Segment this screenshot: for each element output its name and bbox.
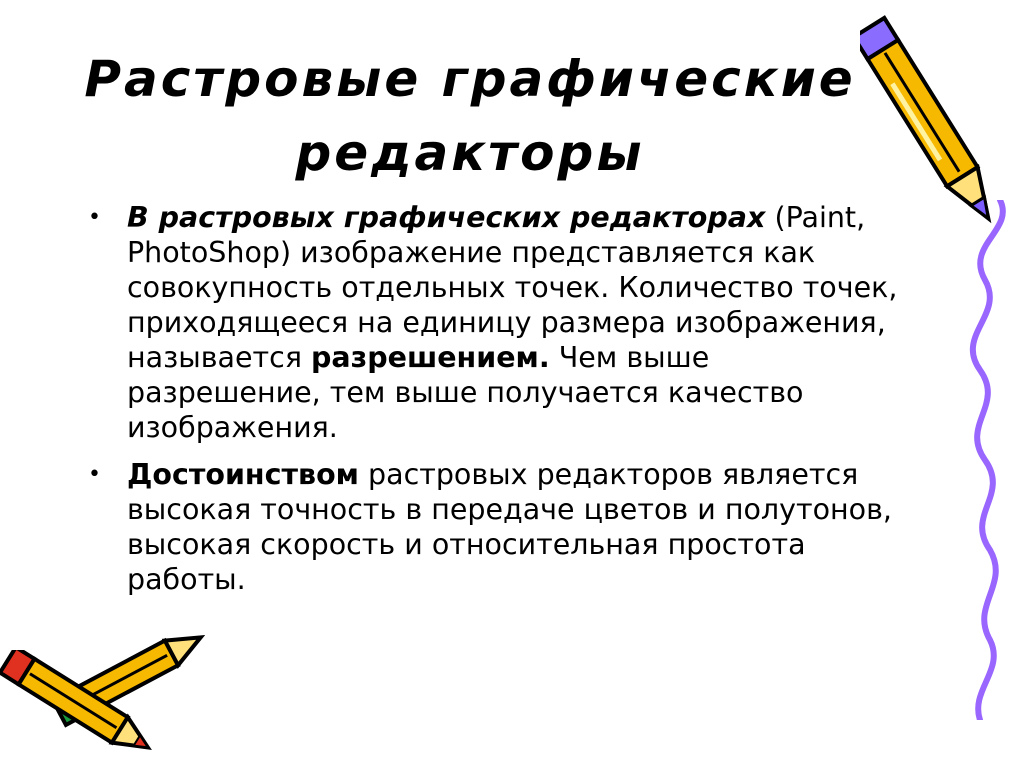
pencil-icon xyxy=(860,5,1000,245)
bullet-1-text: (Paint, PhotoShop) изображение представляется как совокупность отдельных точек. Количество точек, приходящееся на единицу размера изображения, называется xyxy=(127,201,898,374)
bullet-1-term: разрешением. xyxy=(311,341,550,374)
bullet-1-lead: В растровых графических редакторах xyxy=(127,201,766,234)
bullet-item-1 xyxy=(88,200,898,445)
pencil-icon xyxy=(0,650,160,760)
bullet-2-lead: Достоинством xyxy=(127,458,359,491)
bullet-item-2 xyxy=(88,457,898,597)
title-line-1: Растровые графические xyxy=(84,50,856,108)
bullet-dot: • xyxy=(88,462,101,487)
bullet-dot: • xyxy=(88,205,101,230)
bullet-1-text-end: Чем выше разрешение, тем выше получается качество изображения. xyxy=(127,341,804,444)
slide-title xyxy=(60,42,880,190)
bullet-2-text: растровых редакторов является высокая точность в передаче цветов и полутонов, высокая скорость и относительная простота работы. xyxy=(127,458,892,596)
slide-body xyxy=(88,200,898,609)
wavy-line-decoration xyxy=(955,200,1015,720)
title-line-2: редакторы xyxy=(295,124,645,182)
